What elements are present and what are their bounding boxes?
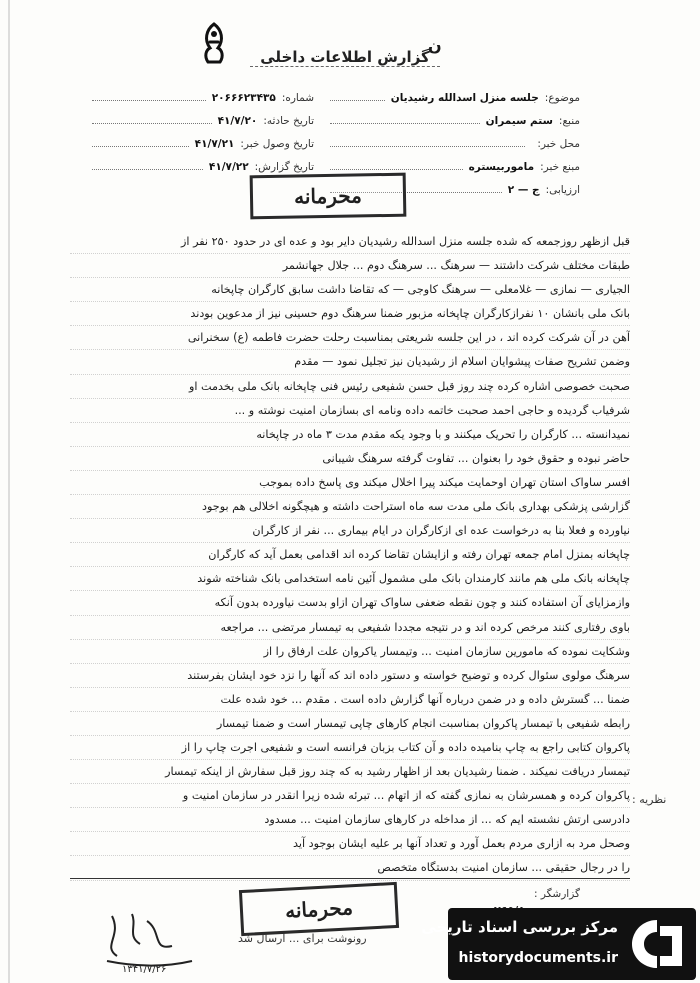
document-heading: گزارش اطلاعات داخلی <box>250 48 440 67</box>
header-underline <box>92 146 189 147</box>
body-line: بانک ملی بانشان ۱۰ نفرازکارگران چاپخانه مزبور ضمنا سرهنگ دوم حسینی نیز از مدعوین بودند <box>70 302 630 326</box>
header-key: ارزیابی: <box>545 184 580 196</box>
body-line: تیمسار دریافت نمیکند . ضمنا رشیدیان بعد از اظهار رشید به که چند روز قبل سفارش از اینکه تیمسار <box>70 760 630 784</box>
header-underline <box>92 123 212 124</box>
body-line: دادرسی ارتش نشسته ایم که ... از مداخله در کارهای سازمان امنیت ... مسدود <box>70 808 630 832</box>
header-key: موضوع: <box>544 92 580 104</box>
body-line: باوی رفتاری کنند مرخص کرده اند و در نتیجه مجددا شفیعی به تیمسار مرتضی ... مراجعه <box>70 616 630 640</box>
header-value: ۴۱/۷/۲۰ <box>217 115 258 127</box>
body-line: وشکایت نموده که مامورین سازمان امنیت ... وتیمسار یاکروان علت ارفاق را از <box>70 640 630 664</box>
header-row <box>330 92 580 104</box>
body-line: سرهنگ مولوی سئوال کرده و توضیح خواسته و دستور داده اند که آنها را نزد خود ایشان بفرستند <box>70 664 630 688</box>
header-key: منبع: <box>558 115 580 127</box>
body-line: قبل ازظهر روزجمعه که شده جلسه منزل اسدالله رشیدیان دایر بود و عده ای در حدود ۲۵۰ نفر از <box>70 230 630 254</box>
body-line: گزارشی پزشکی بهداری بانک ملی مدت سه ماه استراحت داشته و هیچگونه اخلالی هم بوجود <box>70 495 630 519</box>
reporter-label: گزارشگر : <box>533 888 580 900</box>
body-line: را در رجال حقیقی ... سازمان امنیت بدستگاه متخصص <box>70 856 630 880</box>
header-row <box>92 161 314 173</box>
margin-note: نظریه : <box>632 793 667 806</box>
header-value: ج — ۲ <box>507 184 540 196</box>
body-line: الجیاری — نمازی — غلامعلی — سرهنگ کاوجی — که تقاضا داشت سابق کارگران چاپخانه <box>70 278 630 302</box>
header-row <box>92 92 314 104</box>
header-row <box>330 138 580 150</box>
emblem-icon <box>196 20 232 68</box>
header-key: تاریخ وصول خبر: <box>240 138 314 150</box>
heading-mark: ن <box>428 36 442 55</box>
classification-stamp: محرمانه <box>250 173 407 220</box>
watermark-title: مرکز بررسی اسناد تاریخی <box>421 918 618 936</box>
header-value: ستم سیمران <box>485 115 553 127</box>
header-underline <box>330 100 385 101</box>
header-row <box>92 138 314 150</box>
body-line: وصحل مرد به ازاری مردم بعمل آورد و تعداد آنها بر علیه ایشان بوجود آید <box>70 832 630 856</box>
body-line: چاپخانه بانک ملی هم مانند کارمندان بانک ملی مشمول آئین نامه استخدامی بانک شناخته شوند <box>70 567 630 591</box>
body-line: آهن در آن شرکت کرده اند ، در این جلسه شریعتی بمناسبت رحلت حضرت فاطمه (ع) سخنرانی <box>70 326 630 350</box>
handwritten-signature <box>92 906 212 976</box>
header-value: جلسه منزل اسدالله رشیدیان <box>390 92 539 104</box>
header-row <box>330 161 580 173</box>
header-underline <box>92 169 203 170</box>
header-key: شماره: <box>281 92 314 104</box>
archive-watermark <box>421 908 696 980</box>
header-value: ۴۱/۷/۲۲ <box>208 161 249 173</box>
body-line: نیاورده و فعلا بنا به درخواست عده ای ازکارگران در ایام بیماری ... نفر از کارگران <box>70 519 630 543</box>
footer-divider <box>70 878 630 879</box>
archive-logo-icon <box>628 916 686 972</box>
header-fields-left <box>92 92 314 184</box>
header-underline <box>92 100 206 101</box>
body-line: شرفیاب گردیده و حاجی احمد صحبت خاتمه داده ونامه ای بسازمان امنیت نوشته و ... <box>70 399 630 423</box>
report-body <box>70 230 630 881</box>
header-value: ماموربیستره <box>468 161 535 173</box>
body-line: وضمن تشریح صفات پیشوایان اسلام از رشیدیان نیز تجلیل نمود — مقدم <box>70 350 630 374</box>
signature-date: ۱۳۴۱/۷/۲۶ <box>122 964 167 975</box>
header-value: ۲۰۶۶۶۲۳۴۳۵ <box>211 92 276 104</box>
header-key: تاریخ حادثه: <box>263 115 314 127</box>
header-value: ۴۱/۷/۲۱ <box>194 138 235 150</box>
header-underline <box>330 123 480 124</box>
header-underline <box>330 169 463 170</box>
body-line: رابطه شفیعی با تیمسار پاکروان بمناسبت انجام کارهای چاپی تیمسار است و ضمنا تیمسار <box>70 712 630 736</box>
header-key: محل خبر: <box>537 138 580 150</box>
body-line: ضمنا ... گسترش داده و در ضمن درباره آنها گزارش داده است . مقدم ... خود شده علت <box>70 688 630 712</box>
header-row <box>92 115 314 127</box>
body-line: صحبت خصوصی اشاره کرده چند روز قبل حسن شفیعی رئیس فنی چاپخانه بانک ملی بخدمت او <box>70 375 630 399</box>
body-line: حاضر نبوده و حقوق خود را بعنوان ... تفاوت گرفته سرهنگ شیبانی <box>70 447 630 471</box>
body-line: افسر ساواک استان تهران اوحمایت میکند پیرا اخلال میکند وی پاسخ داده بموجب <box>70 471 630 495</box>
header-key: مبنع خبر: <box>540 161 580 173</box>
body-line: چاپخانه بمنزل امام جمعه تهران رفته و ازایشان تقاضا کرده اند اقدامی بعمل آید که کارگران <box>70 543 630 567</box>
body-line: نمیدانسته ... کارگران را تحریک میکنند و با وجود یکه مقدم مدت ۳ ماه در چاپخانه <box>70 423 630 447</box>
distribution-note: رونوشت برای ... ارسال شد <box>238 932 367 945</box>
scan-edge <box>8 0 10 983</box>
classification-stamp-bottom: محرمانه <box>239 882 399 936</box>
watermark-url: historydocuments.ir <box>458 950 618 966</box>
header-row <box>330 115 580 127</box>
body-line: وازمزایای آن استفاده کنند و چون نقطه ضعفی ساواک تهران ازاو بدست نیاورده بدون آنکه <box>70 591 630 615</box>
header-underline <box>330 146 525 147</box>
body-line: طبقات مختلف شرکت داشتند — سرهنگ ... سرهنگ دوم ... جلال جهانشمر <box>70 254 630 278</box>
header-key: تاریخ گزارش: <box>254 161 314 173</box>
body-line: پاکروان کتابی راجع به چاپ بنامیده داده و آن کتاب بزبان فرانسه است و شفیعی اجرت چاپ را از <box>70 736 630 760</box>
body-line: پاکروان کرده و همسرشان به نمازی گفته که از اتهام ... تبرئه شده زیرا انقدر در سازمان امنیت و <box>70 784 630 808</box>
